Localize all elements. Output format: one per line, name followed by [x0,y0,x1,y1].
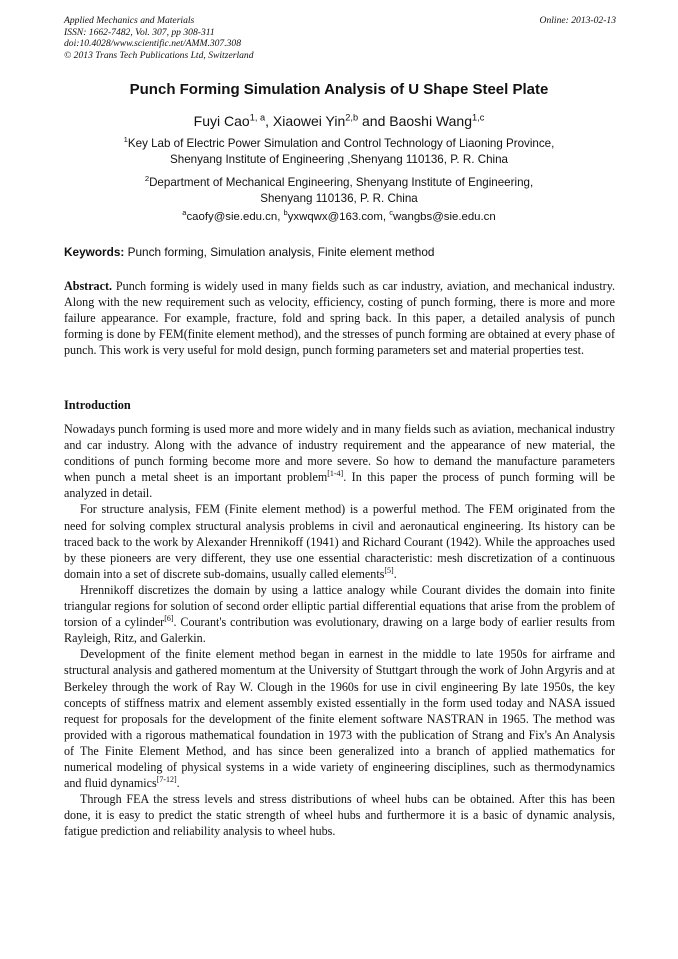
journal-info [64,15,616,61]
author-separator: and [358,113,390,129]
paragraph [64,421,615,501]
author-name: Xiaowei Yin [272,113,346,129]
paragraph-text: Through FEA the stress levels and stress distributions of wheel hubs can be obtained. After this has been done, it is easy to predict the static strength of wheel hubs and furthermore it is a basic of dynamic analysis, fatigue prediction and reliability analysis to wheel hubs. [64,792,615,839]
keywords-label: Keywords: [64,245,125,259]
affiliation-1 [40,136,638,168]
paragraph-text: For structure analysis, FEM (Finite element method) is a powerful method. The FEM originated from the need for solving complex structural analysis problems in civil and aeronautical engineering. Its history can be traced back to the work by Alexander Hrennikoff (1941) and Richard Courant (1942). While the approaches used by these pioneers are very different, they use one essential characteristic: mesh discretization of a continuous domain into a set of discrete sub-domains, usually called elements [64,502,615,581]
affiliation-number: 2 [144,174,150,184]
online-date: Online: 2013-02-13 [539,15,616,26]
affiliation-2 [40,175,638,207]
keywords-line [64,245,616,259]
paragraph-tail: . [176,776,180,791]
email-address: yxwqwx@163.com [287,211,383,223]
journal-header [64,15,616,61]
author-name: Fuyi Cao [193,113,250,129]
author-affil-mark: 1, a [249,112,266,123]
introduction-body [64,421,615,839]
email-address: caofy@sie.edu.cn [186,211,278,223]
paragraph-text: Hrennikoff discretizes the domain by using a lattice analogy while Courant divides the domain into finite triangular regions for solution of second order elliptic partial differential equations that arise from the problem of torsion of a cylinder [64,582,615,630]
affiliation-line: Shenyang 110136, P. R. China [260,192,418,205]
affiliation-text: Department of Mechanical Engineering, Shenyang Institute of Engineering, [149,176,534,189]
keywords-text: Punch forming, Simulation analysis, Finite element method [124,245,435,259]
author-emails [40,208,638,223]
author-affil-mark: 2,b [345,112,359,123]
paper-title: Punch Forming Simulation Analysis of U Shape Steel Plate [129,81,549,98]
doi-line: doi:10.4028/www.scientific.net/AMM.307.308 [64,38,242,50]
paragraph [64,501,615,581]
email-mark: b [283,208,288,218]
paragraph [64,791,615,839]
citation: [7-12] [156,775,177,785]
paragraph-tail: . In this paper the process of punch forming will be analyzed in detail. [64,470,615,501]
paragraph-tail: . Courant's contribution was evolutionary, drawing on a large body of earlier results from Rayleigh, Ritz, and Galerkin. [64,615,615,646]
email-mark: c [389,208,393,218]
paragraph-text: Development of the finite element method began in earnest in the middle to late 1950s for airframe and structural analysis and gathered momentum at the University of Stuttgart through the work of John Argyris and at Berkeley through the work of Ray W. Clough in the 1960s for use in civil engineering By late 1950s, the key concepts of stiffness matrix and element assembly existed essentially in the form used today and NASA issued request for proposals for the development of the finite element software NASTRAN in 1965. The method was provided with a rigorous mathematical foundation in 1973 with the publication of Strang and Fix's An Analysis of The Finite Element Method, and has since been generalized into a branch of applied mathematics for numerical modeling of physical systems in a wide variety of engineering disciplines, such as thermodynamics and fluid dynamics [64,647,615,791]
author-separator: , [265,113,273,129]
copyright-line: © 2013 Trans Tech Publications Ltd, Switzerland [64,49,254,61]
paragraph [64,646,615,791]
paragraph-tail: . [393,566,397,581]
citation: [5] [384,565,394,575]
affiliation-text: Key Lab of Electric Power Simulation and Control Technology of Liaoning Province, [127,137,555,150]
abstract [64,278,615,358]
author-name: Baoshi Wang [389,113,472,129]
email-separator: , [277,211,284,223]
paragraph-text: Nowadays punch forming is used more and more widely and in many fields such as aviation, mechanical industry and car industry. Along with the advance of industry requirement and the appearance of new material, the conditions of punch forming become more and more severe. So how to demand the manufacture parameters when punch a metal sheet is an important problem [64,422,615,485]
citation: [6] [164,614,174,624]
email-mark: a [182,208,187,218]
affiliation-line [40,175,638,191]
abstract-label: Abstract. [64,279,113,293]
affiliation-line: Shenyang Institute of Engineering ,Shenyang 110136, P. R. China [170,153,508,166]
author-affil-mark: 1,c [472,112,485,123]
paragraph [64,582,615,646]
email-address: wangbs@sie.edu.cn [392,211,496,223]
email-separator: , [382,211,390,223]
section-heading-introduction: Introduction [64,398,131,412]
abstract-text: Punch forming is widely used in many fields such as car industry, aviation, and mechanical industry. Along with the new requirement such as velocity, efficiency, costing of punch forming, there is more and more failure appearance. For example, fracture, fold and spring back. In this paper, a detailed analysis of punch forming is done by FEM(finite element method), and the stresses of punch forming are obtained at every phase of punch. This work is very useful for mold design, punch forming parameters set and material properties test. [64,279,615,358]
citation: [1-4] [327,469,344,479]
journal-name: Applied Mechanics and Materials [64,15,195,26]
affiliation-line [40,136,638,152]
affiliation-number: 1 [123,135,128,145]
author-list [40,113,638,129]
issn-line: ISSN: 1662-7482, Vol. 307, pp 308-311 [64,26,215,38]
